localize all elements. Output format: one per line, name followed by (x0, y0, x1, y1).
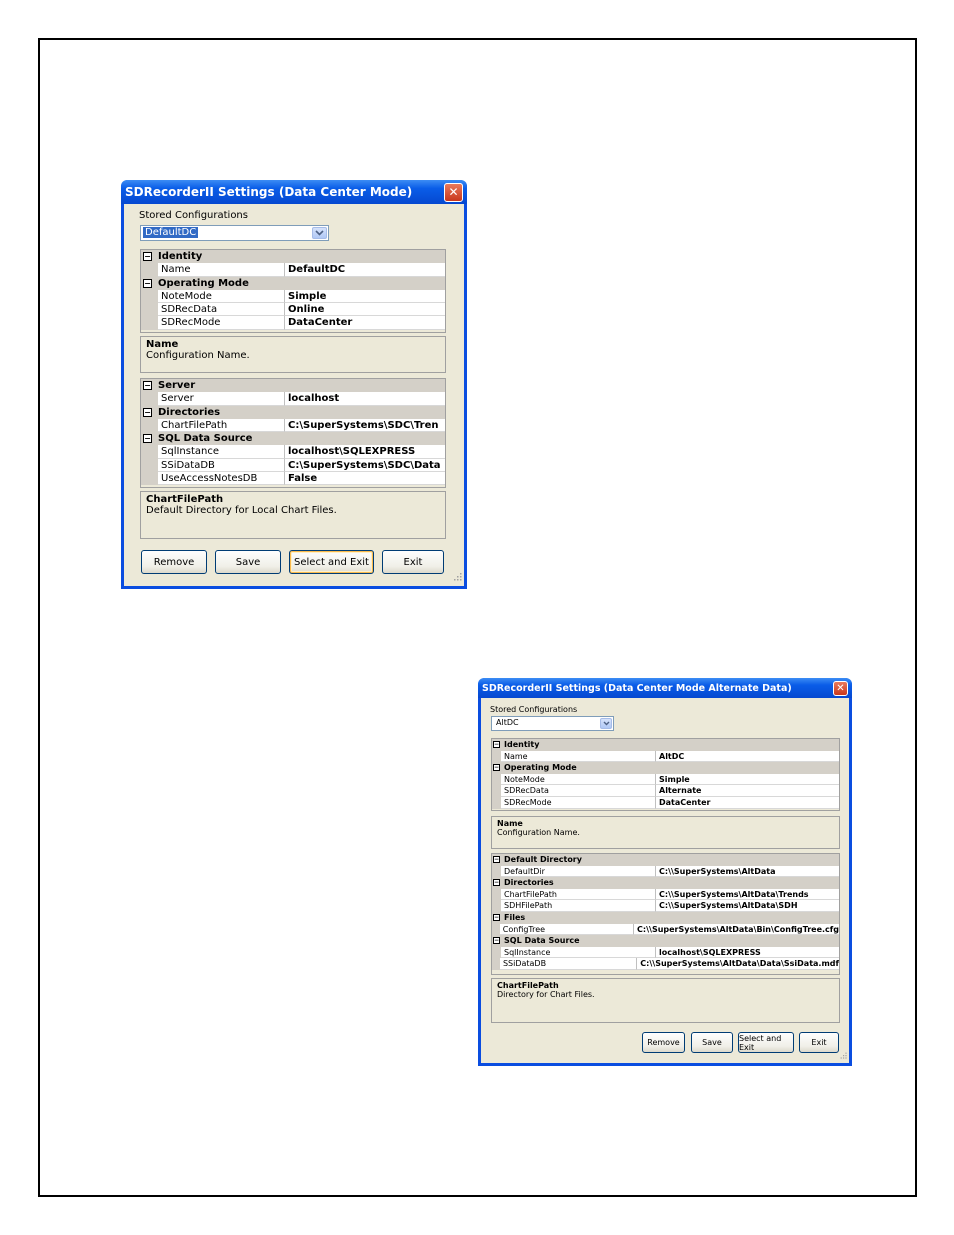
description-text: Configuration Name. (146, 350, 250, 361)
stored-configurations-value: AltDC (496, 718, 519, 727)
category-label: Files (504, 912, 526, 922)
chevron-down-icon[interactable] (312, 227, 327, 239)
category-label: SQL Data Source (158, 433, 253, 445)
stored-configurations-value: DefaultDC (145, 227, 197, 238)
property-value[interactable]: DataCenter (656, 797, 839, 809)
property-name: SqlInstance (501, 947, 656, 959)
property-name: Server (158, 392, 285, 405)
row-gutter (492, 958, 500, 970)
property-row[interactable] (141, 459, 445, 472)
property-grid-bottom (491, 853, 840, 975)
collapse-icon[interactable]: − (144, 434, 151, 444)
property-name: SDRecData (501, 785, 656, 797)
property-grid-top (140, 249, 446, 333)
description-title: ChartFilePath (146, 494, 224, 505)
collapse-icon[interactable]: − (494, 937, 500, 945)
property-value[interactable]: AltDC (656, 751, 839, 763)
row-gutter (492, 900, 501, 912)
property-row[interactable] (492, 958, 839, 970)
row-gutter (141, 303, 158, 316)
property-name: SDRecMode (158, 316, 285, 329)
description-text: Configuration Name. (497, 828, 580, 837)
property-row[interactable] (492, 797, 839, 809)
resize-grip-icon[interactable] (839, 1051, 847, 1061)
row-gutter (492, 866, 501, 878)
property-value[interactable]: localhost (285, 392, 445, 405)
close-icon[interactable]: ✕ (444, 183, 463, 202)
row-gutter (492, 924, 500, 936)
settings-dialog-data-center (121, 180, 467, 589)
property-grid-bottom (140, 378, 446, 488)
category-label: Identity (158, 251, 203, 262)
property-row[interactable] (492, 785, 839, 797)
category-row[interactable] (492, 935, 839, 947)
row-gutter (492, 797, 501, 809)
save-button[interactable]: Save (215, 550, 281, 574)
property-name: DefaultDir (501, 866, 656, 878)
property-value[interactable]: C:\\SuperSystems\AltData\Data\SsiData.mdf (637, 958, 839, 970)
property-name: ConfigTree (500, 924, 634, 936)
collapse-icon[interactable]: − (494, 856, 500, 864)
property-value[interactable]: Simple (656, 774, 839, 786)
stored-configurations-label: Stored Configurations (139, 210, 248, 221)
category-label: Directories (504, 878, 554, 888)
description-panel-bottom (491, 978, 840, 1023)
resize-grip-icon[interactable] (452, 571, 462, 584)
row-gutter (492, 751, 501, 763)
dialog-client-area (124, 204, 464, 586)
description-title: ChartFilePath (497, 981, 559, 990)
property-row[interactable] (492, 866, 839, 878)
select-and-exit-button[interactable]: Select and Exit (738, 1032, 794, 1053)
category-row[interactable] (141, 432, 445, 445)
window-title: SDRecorderII Settings (Data Center Mode) (125, 185, 413, 199)
description-title: Name (497, 819, 523, 828)
category-label: Operating Mode (158, 277, 249, 289)
category-row[interactable] (492, 877, 839, 889)
property-name: UseAccessNotesDB (158, 472, 285, 485)
property-value[interactable]: DefaultDC (285, 263, 445, 276)
stored-configurations-dropdown[interactable] (140, 225, 329, 241)
category-label: SQL Data Source (504, 936, 580, 946)
property-name: SDRecData (158, 303, 285, 316)
property-row[interactable] (492, 947, 839, 959)
property-name: SSiDataDB (500, 958, 637, 970)
row-gutter (492, 774, 501, 786)
property-name: SSiDataDB (158, 459, 285, 472)
category-label: Directories (158, 406, 221, 418)
property-row[interactable] (141, 445, 445, 458)
collapse-icon[interactable]: − (494, 741, 500, 749)
property-name: SqlInstance (158, 445, 285, 458)
property-row[interactable] (141, 472, 445, 485)
property-value[interactable]: C:\\SuperSystems\AltData\Trends (656, 889, 839, 901)
property-name: NoteMode (501, 774, 656, 786)
property-row[interactable] (141, 303, 445, 316)
property-row[interactable] (141, 419, 445, 432)
property-row[interactable] (492, 924, 839, 936)
category-row[interactable] (492, 854, 839, 866)
property-value[interactable]: localhost\SQLEXPRESS (285, 445, 445, 458)
description-panel-top (491, 816, 840, 849)
description-text: Directory for Chart Files. (497, 990, 595, 999)
property-row[interactable] (141, 263, 445, 276)
stored-configurations-dropdown[interactable] (491, 716, 614, 731)
property-row[interactable] (141, 316, 445, 329)
exit-button[interactable]: Exit (799, 1032, 839, 1053)
property-value[interactable]: False (285, 472, 445, 485)
description-panel-bottom (140, 491, 446, 539)
stored-configurations-label: Stored Configurations (490, 705, 578, 714)
row-gutter (141, 263, 158, 276)
category-row[interactable] (492, 912, 839, 924)
property-name: ChartFilePath (158, 419, 285, 432)
description-title: Name (146, 339, 179, 350)
row-gutter (492, 947, 501, 959)
collapse-icon[interactable]: − (494, 879, 500, 887)
select-and-exit-button[interactable]: Select and Exit (289, 550, 374, 574)
property-name: ChartFilePath (501, 889, 656, 901)
property-name: SDRecMode (501, 797, 656, 809)
row-gutter (141, 459, 158, 472)
collapse-icon[interactable]: − (144, 381, 151, 391)
description-panel-top (140, 336, 446, 373)
title-bar[interactable] (121, 180, 467, 204)
collapse-icon[interactable]: − (144, 278, 151, 288)
property-value[interactable]: Alternate (656, 785, 839, 797)
category-row[interactable] (141, 406, 445, 419)
property-value[interactable]: localhost\SQLEXPRESS (656, 947, 839, 959)
property-row[interactable] (141, 392, 445, 405)
category-row[interactable] (141, 277, 445, 290)
category-label: Server (158, 380, 196, 391)
property-row[interactable] (492, 889, 839, 901)
category-row[interactable] (492, 739, 839, 751)
remove-button[interactable]: Remove (141, 550, 207, 574)
row-gutter (141, 419, 158, 432)
property-value[interactable]: C:\\SuperSystems\AltData\Bin\ConfigTree.cfg (634, 924, 839, 936)
window-title: SDRecorderII Settings (Data Center Mode Alternate Data) (482, 682, 792, 694)
property-row[interactable] (492, 751, 839, 763)
category-label: Identity (504, 740, 540, 749)
dialog-client-area (481, 698, 849, 1063)
property-row[interactable] (492, 900, 839, 912)
row-gutter (492, 785, 501, 797)
property-name: Name (501, 751, 656, 763)
property-value[interactable]: C:\SuperSystems\SDC\Tren (285, 419, 445, 432)
category-row[interactable] (141, 250, 445, 263)
title-bar[interactable] (478, 678, 852, 698)
row-gutter (141, 290, 158, 303)
category-row[interactable] (492, 762, 839, 774)
collapse-icon[interactable]: − (144, 252, 151, 262)
collapse-icon[interactable]: − (494, 914, 500, 922)
category-label: Operating Mode (504, 763, 577, 773)
property-value[interactable]: C:\SuperSystems\SDC\Data (285, 459, 445, 472)
property-value[interactable]: Simple (285, 290, 445, 303)
row-gutter (141, 392, 158, 405)
property-name: Name (158, 263, 285, 276)
property-value[interactable]: C:\\SuperSystems\AltData (656, 866, 839, 878)
category-row[interactable] (141, 379, 445, 392)
close-icon[interactable]: ✕ (833, 681, 848, 696)
row-gutter (141, 445, 158, 458)
property-name: SDHFilePath (501, 900, 656, 912)
property-row[interactable] (141, 290, 445, 303)
exit-button[interactable]: Exit (382, 550, 444, 574)
row-gutter (141, 316, 158, 329)
property-value[interactable]: C:\\SuperSystems\AltData\SDH (656, 900, 839, 912)
remove-button[interactable]: Remove (642, 1032, 685, 1053)
property-value[interactable]: DataCenter (285, 316, 445, 329)
collapse-icon[interactable]: − (144, 407, 151, 417)
row-gutter (492, 889, 501, 901)
settings-dialog-alternate-data (478, 678, 852, 1066)
property-grid-top (491, 738, 840, 811)
property-row[interactable] (492, 774, 839, 786)
chevron-down-icon[interactable] (600, 718, 612, 729)
description-text: Default Directory for Local Chart Files. (146, 505, 337, 516)
row-gutter (141, 472, 158, 485)
category-label: Default Directory (504, 855, 582, 864)
save-button[interactable]: Save (691, 1032, 733, 1053)
collapse-icon[interactable]: − (494, 764, 500, 772)
property-value[interactable]: Online (285, 303, 445, 316)
property-name: NoteMode (158, 290, 285, 303)
